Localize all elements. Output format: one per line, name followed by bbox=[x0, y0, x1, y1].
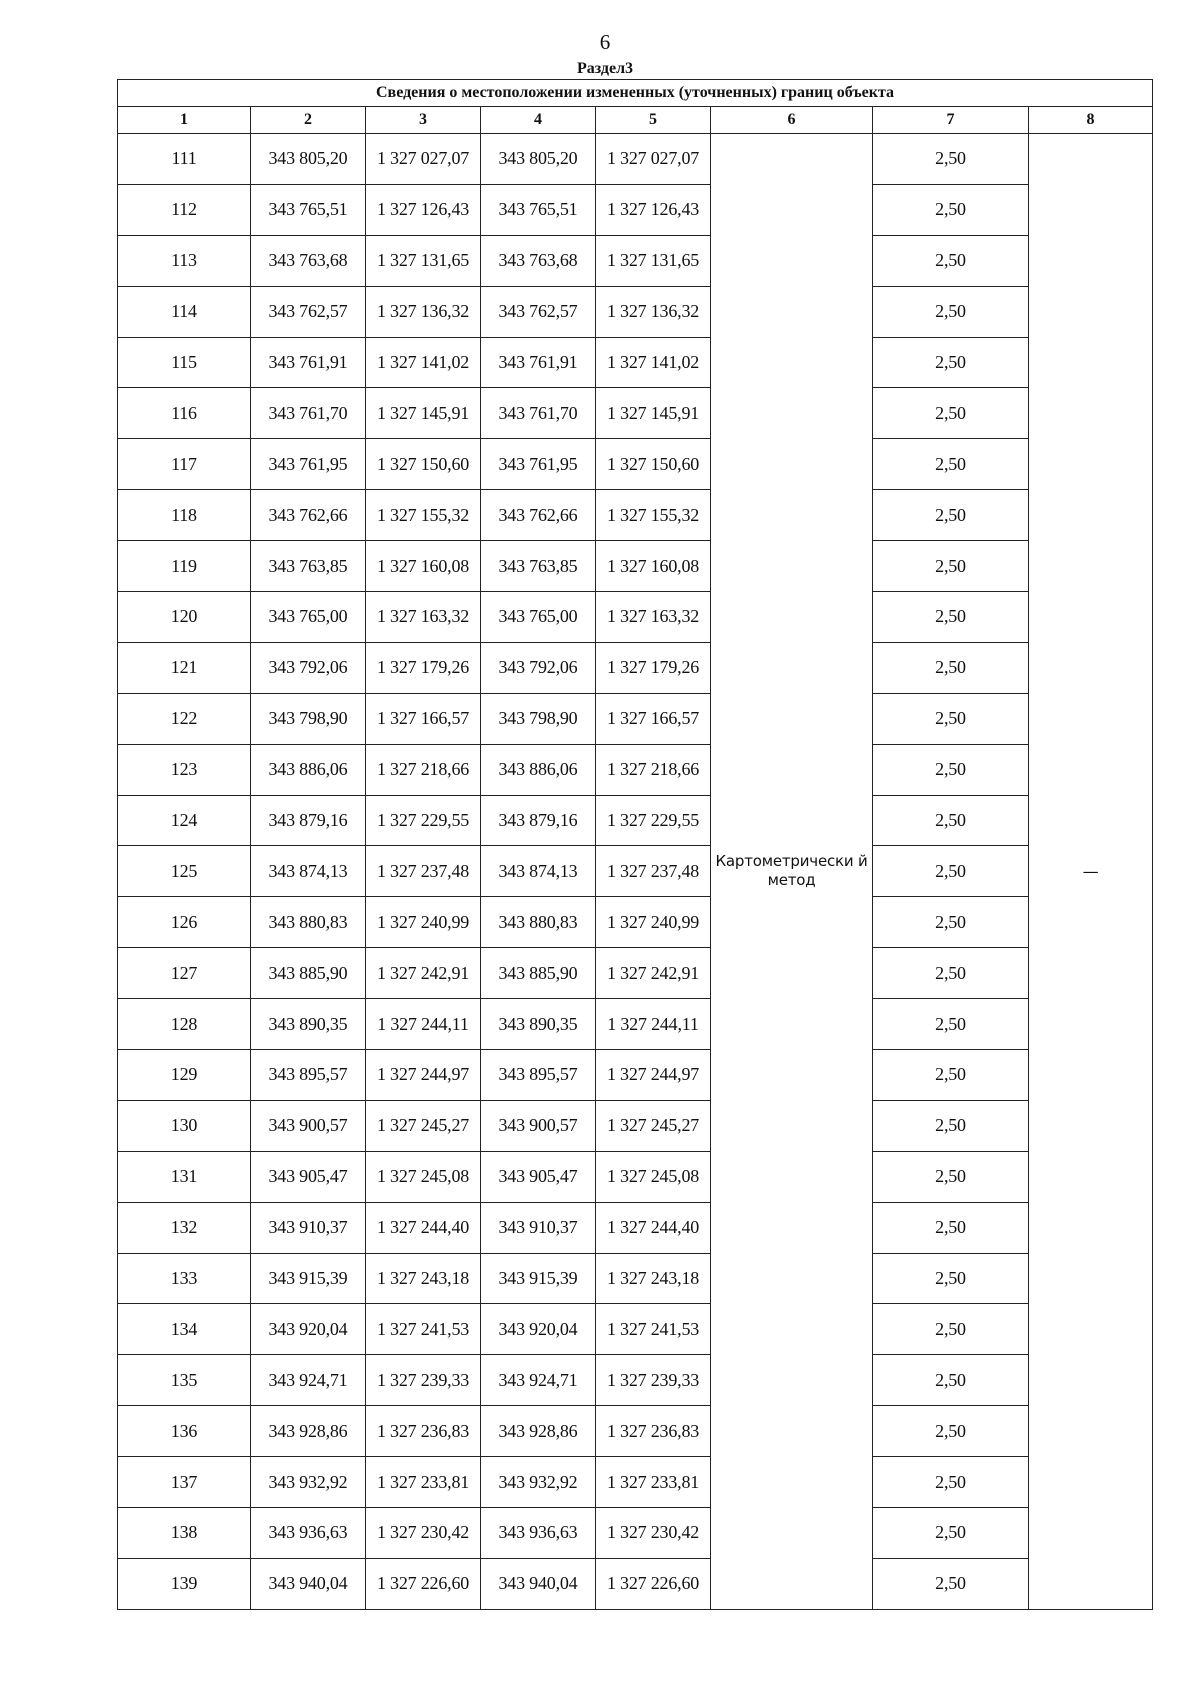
point-number-cell: 135 bbox=[118, 1355, 251, 1406]
y-new-cell: 1 327 229,55 bbox=[596, 795, 711, 846]
x-existing-cell: 343 885,90 bbox=[251, 948, 366, 999]
point-number-cell: 117 bbox=[118, 439, 251, 490]
x-existing-cell: 343 761,91 bbox=[251, 337, 366, 388]
x-new-cell: 343 761,70 bbox=[481, 388, 596, 439]
column-number-7: 7 bbox=[873, 107, 1029, 134]
y-existing-cell: 1 327 160,08 bbox=[366, 541, 481, 592]
accuracy-cell: 2,50 bbox=[873, 846, 1029, 897]
y-new-cell: 1 327 160,08 bbox=[596, 541, 711, 592]
table-row bbox=[118, 1304, 1153, 1355]
y-new-cell: 1 327 150,60 bbox=[596, 439, 711, 490]
accuracy-cell: 2,50 bbox=[873, 693, 1029, 744]
y-existing-cell: 1 327 233,81 bbox=[366, 1457, 481, 1508]
x-new-cell: 343 763,68 bbox=[481, 235, 596, 286]
y-existing-cell: 1 327 145,91 bbox=[366, 388, 481, 439]
x-new-cell: 343 763,85 bbox=[481, 541, 596, 592]
accuracy-cell: 2,50 bbox=[873, 388, 1029, 439]
table-row bbox=[118, 744, 1153, 795]
x-existing-cell: 343 890,35 bbox=[251, 999, 366, 1050]
y-existing-cell: 1 327 239,33 bbox=[366, 1355, 481, 1406]
coordinates-table bbox=[117, 79, 1153, 1610]
point-number-cell: 119 bbox=[118, 541, 251, 592]
x-new-cell: 343 905,47 bbox=[481, 1151, 596, 1202]
x-new-cell: 343 880,83 bbox=[481, 897, 596, 948]
x-existing-cell: 343 762,57 bbox=[251, 286, 366, 337]
table-row bbox=[118, 1406, 1153, 1457]
y-new-cell: 1 327 240,99 bbox=[596, 897, 711, 948]
accuracy-cell: 2,50 bbox=[873, 744, 1029, 795]
table-row bbox=[118, 693, 1153, 744]
accuracy-cell: 2,50 bbox=[873, 592, 1029, 643]
x-existing-cell: 343 763,85 bbox=[251, 541, 366, 592]
x-existing-cell: 343 792,06 bbox=[251, 642, 366, 693]
y-existing-cell: 1 327 136,32 bbox=[366, 286, 481, 337]
point-number-cell: 129 bbox=[118, 1050, 251, 1101]
x-new-cell: 343 924,71 bbox=[481, 1355, 596, 1406]
y-new-cell: 1 327 239,33 bbox=[596, 1355, 711, 1406]
table-caption: Сведения о местоположении измененных (уточненных) границ объекта bbox=[118, 80, 1153, 107]
x-new-cell: 343 792,06 bbox=[481, 642, 596, 693]
x-existing-cell: 343 761,95 bbox=[251, 439, 366, 490]
y-existing-cell: 1 327 155,32 bbox=[366, 490, 481, 541]
page-number: 6 bbox=[599, 30, 611, 54]
table-row bbox=[118, 490, 1153, 541]
table-row bbox=[118, 134, 1153, 185]
x-existing-cell: 343 936,63 bbox=[251, 1508, 366, 1559]
x-new-cell: 343 932,92 bbox=[481, 1457, 596, 1508]
table-row bbox=[118, 1558, 1153, 1609]
accuracy-cell: 2,50 bbox=[873, 999, 1029, 1050]
x-existing-cell: 343 924,71 bbox=[251, 1355, 366, 1406]
table-row bbox=[118, 1151, 1153, 1202]
table-row bbox=[118, 795, 1153, 846]
point-number-cell: 138 bbox=[118, 1508, 251, 1559]
y-new-cell: 1 327 245,08 bbox=[596, 1151, 711, 1202]
point-number-cell: 125 bbox=[118, 846, 251, 897]
y-new-cell: 1 327 241,53 bbox=[596, 1304, 711, 1355]
table-row bbox=[118, 388, 1153, 439]
point-number-cell: 114 bbox=[118, 286, 251, 337]
accuracy-cell: 2,50 bbox=[873, 439, 1029, 490]
x-existing-cell: 343 879,16 bbox=[251, 795, 366, 846]
y-new-cell: 1 327 244,40 bbox=[596, 1202, 711, 1253]
point-number-cell: 118 bbox=[118, 490, 251, 541]
x-new-cell: 343 915,39 bbox=[481, 1253, 596, 1304]
y-new-cell: 1 327 245,27 bbox=[596, 1100, 711, 1151]
note-cell: — bbox=[1029, 134, 1153, 1610]
accuracy-cell: 2,50 bbox=[873, 541, 1029, 592]
point-number-cell: 122 bbox=[118, 693, 251, 744]
point-number-cell: 116 bbox=[118, 388, 251, 439]
accuracy-cell: 2,50 bbox=[873, 795, 1029, 846]
x-existing-cell: 343 765,00 bbox=[251, 592, 366, 643]
accuracy-cell: 2,50 bbox=[873, 1050, 1029, 1101]
point-number-cell: 130 bbox=[118, 1100, 251, 1151]
y-new-cell: 1 327 131,65 bbox=[596, 235, 711, 286]
point-number-cell: 115 bbox=[118, 337, 251, 388]
x-existing-cell: 343 762,66 bbox=[251, 490, 366, 541]
accuracy-cell: 2,50 bbox=[873, 1406, 1029, 1457]
table-row bbox=[118, 1253, 1153, 1304]
x-new-cell: 343 900,57 bbox=[481, 1100, 596, 1151]
table-row bbox=[118, 1202, 1153, 1253]
point-number-cell: 139 bbox=[118, 1558, 251, 1609]
x-new-cell: 343 928,86 bbox=[481, 1406, 596, 1457]
x-new-cell: 343 762,66 bbox=[481, 490, 596, 541]
accuracy-cell: 2,50 bbox=[873, 1100, 1029, 1151]
accuracy-cell: 2,50 bbox=[873, 184, 1029, 235]
x-existing-cell: 343 910,37 bbox=[251, 1202, 366, 1253]
accuracy-cell: 2,50 bbox=[873, 1558, 1029, 1609]
y-existing-cell: 1 327 244,11 bbox=[366, 999, 481, 1050]
accuracy-cell: 2,50 bbox=[873, 1355, 1029, 1406]
column-number-3: 3 bbox=[366, 107, 481, 134]
y-existing-cell: 1 327 230,42 bbox=[366, 1508, 481, 1559]
accuracy-cell: 2,50 bbox=[873, 1202, 1029, 1253]
column-number-4: 4 bbox=[481, 107, 596, 134]
column-number-5: 5 bbox=[596, 107, 711, 134]
x-existing-cell: 343 874,13 bbox=[251, 846, 366, 897]
x-new-cell: 343 761,91 bbox=[481, 337, 596, 388]
table-row bbox=[118, 439, 1153, 490]
accuracy-cell: 2,50 bbox=[873, 948, 1029, 999]
y-existing-cell: 1 327 240,99 bbox=[366, 897, 481, 948]
point-number-cell: 133 bbox=[118, 1253, 251, 1304]
y-new-cell: 1 327 237,48 bbox=[596, 846, 711, 897]
x-existing-cell: 343 763,68 bbox=[251, 235, 366, 286]
x-existing-cell: 343 761,70 bbox=[251, 388, 366, 439]
table-row bbox=[118, 897, 1153, 948]
accuracy-cell: 2,50 bbox=[873, 1457, 1029, 1508]
accuracy-cell: 2,50 bbox=[873, 337, 1029, 388]
x-new-cell: 343 910,37 bbox=[481, 1202, 596, 1253]
point-number-cell: 136 bbox=[118, 1406, 251, 1457]
point-number-cell: 121 bbox=[118, 642, 251, 693]
table-row bbox=[118, 592, 1153, 643]
table-row bbox=[118, 1100, 1153, 1151]
x-existing-cell: 343 895,57 bbox=[251, 1050, 366, 1101]
x-existing-cell: 343 940,04 bbox=[251, 1558, 366, 1609]
x-new-cell: 343 936,63 bbox=[481, 1508, 596, 1559]
x-new-cell: 343 765,51 bbox=[481, 184, 596, 235]
y-new-cell: 1 327 136,32 bbox=[596, 286, 711, 337]
column-number-1: 1 bbox=[118, 107, 251, 134]
y-new-cell: 1 327 233,81 bbox=[596, 1457, 711, 1508]
x-new-cell: 343 886,06 bbox=[481, 744, 596, 795]
y-existing-cell: 1 327 150,60 bbox=[366, 439, 481, 490]
accuracy-cell: 2,50 bbox=[873, 490, 1029, 541]
y-existing-cell: 1 327 126,43 bbox=[366, 184, 481, 235]
y-existing-cell: 1 327 244,97 bbox=[366, 1050, 481, 1101]
y-new-cell: 1 327 236,83 bbox=[596, 1406, 711, 1457]
y-existing-cell: 1 327 027,07 bbox=[366, 134, 481, 185]
y-new-cell: 1 327 230,42 bbox=[596, 1508, 711, 1559]
y-new-cell: 1 327 027,07 bbox=[596, 134, 711, 185]
x-new-cell: 343 890,35 bbox=[481, 999, 596, 1050]
table-row bbox=[118, 1508, 1153, 1559]
x-existing-cell: 343 928,86 bbox=[251, 1406, 366, 1457]
x-existing-cell: 343 915,39 bbox=[251, 1253, 366, 1304]
point-number-cell: 128 bbox=[118, 999, 251, 1050]
x-new-cell: 343 762,57 bbox=[481, 286, 596, 337]
table-row bbox=[118, 642, 1153, 693]
section-title: Раздел3 bbox=[576, 60, 634, 77]
table-row bbox=[118, 184, 1153, 235]
y-existing-cell: 1 327 242,91 bbox=[366, 948, 481, 999]
x-new-cell: 343 874,13 bbox=[481, 846, 596, 897]
accuracy-cell: 2,50 bbox=[873, 134, 1029, 185]
x-existing-cell: 343 905,47 bbox=[251, 1151, 366, 1202]
y-existing-cell: 1 327 131,65 bbox=[366, 235, 481, 286]
x-existing-cell: 343 886,06 bbox=[251, 744, 366, 795]
accuracy-cell: 2,50 bbox=[873, 286, 1029, 337]
x-existing-cell: 343 765,51 bbox=[251, 184, 366, 235]
table-body bbox=[118, 134, 1153, 1610]
column-number-6: 6 bbox=[711, 107, 873, 134]
x-new-cell: 343 761,95 bbox=[481, 439, 596, 490]
accuracy-cell: 2,50 bbox=[873, 897, 1029, 948]
column-number-8: 8 bbox=[1029, 107, 1153, 134]
point-number-cell: 120 bbox=[118, 592, 251, 643]
x-new-cell: 343 805,20 bbox=[481, 134, 596, 185]
table-row bbox=[118, 1050, 1153, 1101]
point-number-cell: 126 bbox=[118, 897, 251, 948]
y-existing-cell: 1 327 244,40 bbox=[366, 1202, 481, 1253]
point-number-cell: 113 bbox=[118, 235, 251, 286]
y-existing-cell: 1 327 245,08 bbox=[366, 1151, 481, 1202]
y-existing-cell: 1 327 141,02 bbox=[366, 337, 481, 388]
y-existing-cell: 1 327 236,83 bbox=[366, 1406, 481, 1457]
accuracy-cell: 2,50 bbox=[873, 1151, 1029, 1202]
accuracy-cell: 2,50 bbox=[873, 1508, 1029, 1559]
x-new-cell: 343 885,90 bbox=[481, 948, 596, 999]
point-number-cell: 127 bbox=[118, 948, 251, 999]
y-existing-cell: 1 327 226,60 bbox=[366, 1558, 481, 1609]
table-row bbox=[118, 235, 1153, 286]
table-row bbox=[118, 948, 1153, 999]
point-number-cell: 134 bbox=[118, 1304, 251, 1355]
y-existing-cell: 1 327 163,32 bbox=[366, 592, 481, 643]
y-new-cell: 1 327 141,02 bbox=[596, 337, 711, 388]
y-new-cell: 1 327 244,11 bbox=[596, 999, 711, 1050]
table-row bbox=[118, 999, 1153, 1050]
x-existing-cell: 343 880,83 bbox=[251, 897, 366, 948]
table-row bbox=[118, 1457, 1153, 1508]
point-number-cell: 112 bbox=[118, 184, 251, 235]
y-existing-cell: 1 327 237,48 bbox=[366, 846, 481, 897]
table-row bbox=[118, 1355, 1153, 1406]
y-existing-cell: 1 327 243,18 bbox=[366, 1253, 481, 1304]
y-new-cell: 1 327 155,32 bbox=[596, 490, 711, 541]
point-number-cell: 137 bbox=[118, 1457, 251, 1508]
point-number-cell: 124 bbox=[118, 795, 251, 846]
y-new-cell: 1 327 166,57 bbox=[596, 693, 711, 744]
x-existing-cell: 343 932,92 bbox=[251, 1457, 366, 1508]
y-new-cell: 1 327 242,91 bbox=[596, 948, 711, 999]
point-number-cell: 131 bbox=[118, 1151, 251, 1202]
accuracy-cell: 2,50 bbox=[873, 235, 1029, 286]
accuracy-cell: 2,50 bbox=[873, 1253, 1029, 1304]
y-existing-cell: 1 327 229,55 bbox=[366, 795, 481, 846]
accuracy-cell: 2,50 bbox=[873, 642, 1029, 693]
point-number-cell: 111 bbox=[118, 134, 251, 185]
y-existing-cell: 1 327 245,27 bbox=[366, 1100, 481, 1151]
table-row bbox=[118, 337, 1153, 388]
x-new-cell: 343 765,00 bbox=[481, 592, 596, 643]
x-new-cell: 343 798,90 bbox=[481, 693, 596, 744]
table-row bbox=[118, 541, 1153, 592]
x-existing-cell: 343 900,57 bbox=[251, 1100, 366, 1151]
accuracy-cell: 2,50 bbox=[873, 1304, 1029, 1355]
column-number-2: 2 bbox=[251, 107, 366, 134]
x-existing-cell: 343 798,90 bbox=[251, 693, 366, 744]
y-new-cell: 1 327 179,26 bbox=[596, 642, 711, 693]
x-new-cell: 343 879,16 bbox=[481, 795, 596, 846]
y-new-cell: 1 327 226,60 bbox=[596, 1558, 711, 1609]
y-new-cell: 1 327 218,66 bbox=[596, 744, 711, 795]
x-existing-cell: 343 805,20 bbox=[251, 134, 366, 185]
y-existing-cell: 1 327 166,57 bbox=[366, 693, 481, 744]
y-existing-cell: 1 327 179,26 bbox=[366, 642, 481, 693]
x-new-cell: 343 940,04 bbox=[481, 1558, 596, 1609]
x-new-cell: 343 895,57 bbox=[481, 1050, 596, 1101]
y-new-cell: 1 327 243,18 bbox=[596, 1253, 711, 1304]
table-row bbox=[118, 286, 1153, 337]
x-existing-cell: 343 920,04 bbox=[251, 1304, 366, 1355]
point-number-cell: 123 bbox=[118, 744, 251, 795]
method-cell: Картометрически й метод bbox=[711, 134, 873, 1610]
y-existing-cell: 1 327 218,66 bbox=[366, 744, 481, 795]
x-new-cell: 343 920,04 bbox=[481, 1304, 596, 1355]
y-new-cell: 1 327 145,91 bbox=[596, 388, 711, 439]
y-existing-cell: 1 327 241,53 bbox=[366, 1304, 481, 1355]
y-new-cell: 1 327 163,32 bbox=[596, 592, 711, 643]
y-new-cell: 1 327 244,97 bbox=[596, 1050, 711, 1101]
column-number-row bbox=[118, 107, 1153, 134]
y-new-cell: 1 327 126,43 bbox=[596, 184, 711, 235]
table-row bbox=[118, 846, 1153, 897]
point-number-cell: 132 bbox=[118, 1202, 251, 1253]
